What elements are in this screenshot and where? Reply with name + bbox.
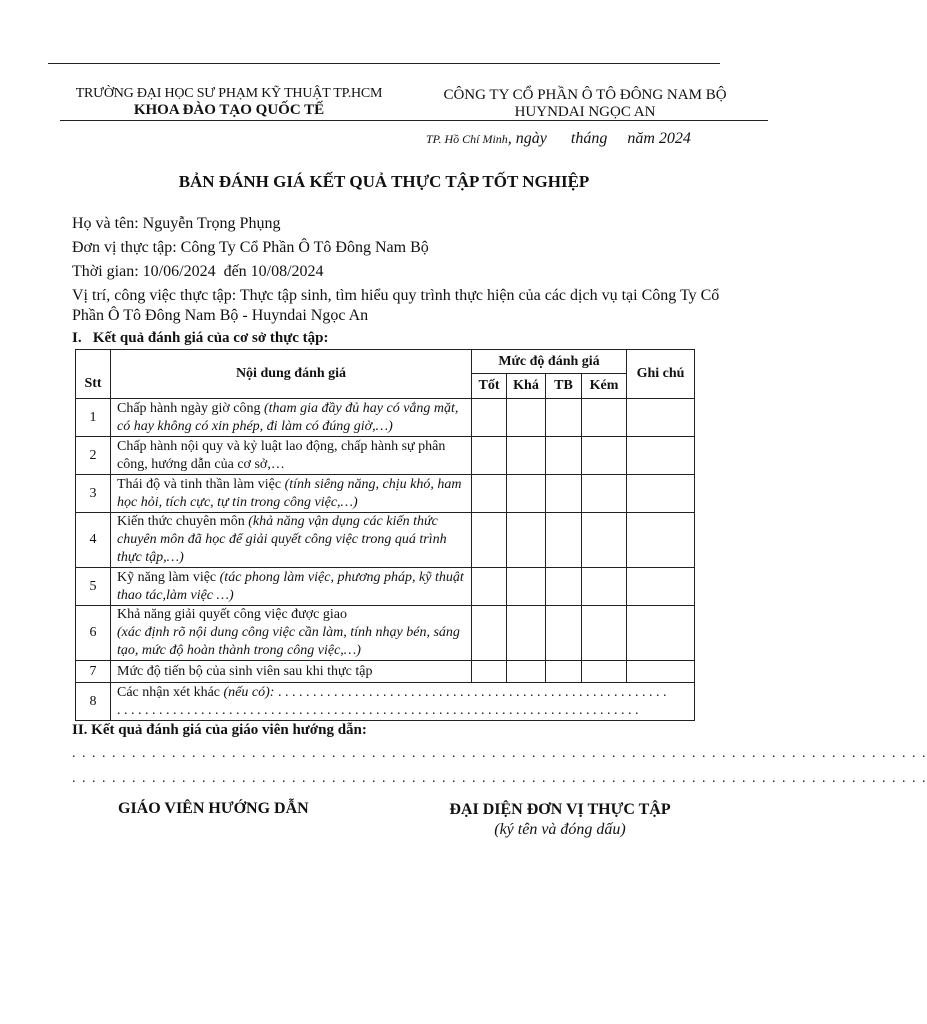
row-text: Thái độ và tinh thần làm việc — [117, 476, 285, 492]
cell-fair[interactable] — [507, 606, 546, 661]
advisor-comment-line-2[interactable]: . . . . . . . . . . . . . . . . . . . . . . . . . . . . . . . . . . . . . . . . . . . . . . . . . . . . . . . . . . . . . . . . . . . . . . . . . . . . . . . . . . . . . . — [72, 771, 927, 786]
cell-good[interactable] — [472, 399, 507, 437]
row-stt: 8 — [76, 683, 111, 721]
row-content — [111, 606, 472, 661]
unit-signature-block — [380, 800, 740, 840]
date-rest: , ngày tháng năm 2024 — [507, 130, 691, 147]
school-name: TRƯỜNG ĐẠI HỌC SƯ PHẠM KỸ THUẬT TP.HCM — [75, 86, 383, 101]
row-italic-text: (xác định rõ nội dung công việc cần làm, tính nhạy bén, sáng tạo, mức độ hoàn thành trong công việc,…) — [117, 625, 460, 658]
cell-note[interactable] — [627, 475, 695, 513]
cell-poor[interactable] — [582, 606, 627, 661]
cell-fair[interactable] — [507, 661, 546, 683]
section2-title: II. Kết quả đánh giá của giáo viên hướng dẫn: — [72, 722, 367, 738]
table-row — [76, 606, 695, 661]
cell-avg[interactable] — [546, 513, 582, 568]
header-poor: Kém — [582, 374, 627, 399]
row-text: Kiến thức chuyên môn — [117, 514, 249, 529]
cell-avg[interactable] — [546, 475, 582, 513]
row-italic-text: (tham gia đầy đủ hay có vắng mặt, có hay không có xin phép, đi làm có đúng giờ,…) — [117, 400, 459, 434]
row-content — [111, 661, 472, 683]
row-text: Chấp hành ngày giờ công — [117, 400, 264, 416]
cell-good[interactable] — [472, 661, 507, 683]
faculty-name: KHOA ĐÀO TẠO QUỐC TẾ — [133, 102, 325, 118]
row-text: Các nhận xét khác — [117, 684, 224, 700]
cell-poor[interactable] — [582, 661, 627, 683]
cell-fair[interactable] — [507, 437, 546, 475]
cell-avg[interactable] — [546, 568, 582, 606]
cell-poor[interactable] — [582, 513, 627, 568]
date-line — [426, 130, 691, 148]
row-text: Mức độ tiến bộ của sinh viên sau khi thực tập — [117, 663, 373, 679]
row-content — [111, 513, 472, 568]
page-title: BẢN ĐÁNH GIÁ KẾT QUẢ THỰC TẬP TỐT NGHIỆP — [178, 172, 590, 191]
cell-avg[interactable] — [546, 399, 582, 437]
advisor-signature-label: GIÁO VIÊN HƯỚNG DẪN — [118, 800, 309, 817]
cell-poor[interactable] — [582, 399, 627, 437]
cell-note[interactable] — [627, 513, 695, 568]
cell-poor[interactable] — [582, 568, 627, 606]
internship-time-line: Thời gian: 10/06/2024 đến 10/08/2024 — [72, 263, 324, 280]
row-italic-text: (tính siêng năng, chịu khó, ham học hỏi, tích cực, tự tin trong công việc,…) — [117, 476, 462, 510]
row-stt: 2 — [76, 437, 111, 475]
cell-good[interactable] — [472, 606, 507, 661]
unit-signature-note: (ký tên và đóng dấu) — [494, 821, 626, 838]
cell-note[interactable] — [627, 437, 695, 475]
header-rule — [60, 120, 768, 121]
other-comments-line2: . . . . . . . . . . . . . . . . . . . . . . . . . . . . . . . . . . . . . . . . . . . . . . . . . . . . . . . . . . . . . . . . . . . . . . . . . . . — [117, 702, 639, 718]
cell-good[interactable] — [472, 513, 507, 568]
table-row — [76, 568, 695, 606]
school-header — [60, 86, 398, 118]
row-italic-text: (khả năng vận dụng các kiến thức chuyên môn đã học để giải quyết công việc trong quá trình thực tập,…) — [117, 514, 447, 565]
row-text: Chấp hành nội quy và kỷ luật lao động, chấp hành sự phân công, hướng dẫn của cơ sở,… — [117, 438, 446, 472]
cell-note[interactable] — [627, 661, 695, 683]
company-name: CÔNG TY CỔ PHẦN Ô TÔ ĐÔNG NAM BỘ — [443, 87, 727, 103]
cell-avg[interactable] — [546, 606, 582, 661]
table-row — [76, 475, 695, 513]
evaluation-table — [75, 349, 695, 721]
table-row — [76, 661, 695, 683]
dots-fill: . . . . . . . . . . . . . . . . . . . . . . . . . . . . . . . . . . . . . . . . . . . . . . . . . . . . . . . . — [274, 684, 667, 700]
table-row-other-comments — [76, 683, 695, 721]
other-comments-line1 — [117, 684, 690, 702]
header-content: Nội dung đánh giá — [111, 350, 472, 399]
row-content — [111, 437, 472, 475]
date-city: TP. Hồ Chí Minh — [426, 132, 508, 146]
cell-good[interactable] — [472, 568, 507, 606]
position-line: Vị trí, công việc thực tập: Thực tập sinh, tìm hiểu quy trình thực hiện của các dịch vụ tại Công Ty Cổ Phần Ô Tô Đông Nam Bộ - Huyndai Ngọc An — [72, 287, 720, 324]
cell-avg[interactable] — [546, 437, 582, 475]
row-text: Kỹ năng làm việc — [117, 569, 220, 585]
student-name-line: Họ và tên: Nguyễn Trọng Phụng — [72, 215, 281, 232]
cell-fair[interactable] — [507, 399, 546, 437]
section1-title: I. Kết quả đánh giá của cơ sở thực tập: — [72, 330, 329, 346]
row-stt: 6 — [76, 606, 111, 661]
cell-poor[interactable] — [582, 475, 627, 513]
cell-avg[interactable] — [546, 661, 582, 683]
row-italic-text: (tác phong làm việc, phương pháp, kỹ thuật thao tác,làm việc …) — [117, 569, 464, 603]
cell-poor[interactable] — [582, 437, 627, 475]
row-italic-text: (nếu có): — [223, 684, 275, 700]
row-stt: 7 — [76, 661, 111, 683]
table-row — [76, 513, 695, 568]
cell-fair[interactable] — [507, 513, 546, 568]
row-content — [111, 475, 472, 513]
cell-good[interactable] — [472, 437, 507, 475]
unit-signature-label: ĐẠI DIỆN ĐƠN VỊ THỰC TẬP — [449, 801, 671, 818]
table-row — [76, 399, 695, 437]
header-note: Ghi chú — [627, 350, 695, 399]
advisor-comment-line-1[interactable]: . . . . . . . . . . . . . . . . . . . . . . . . . . . . . . . . . . . . . . . . . . . . . . . . . . . . . . . . . . . . . . . . . . . . . . . . . . . . . . . . . . . . . . — [72, 746, 927, 761]
company-header — [420, 87, 750, 121]
row-stt: 5 — [76, 568, 111, 606]
other-comments-cell[interactable] — [111, 683, 695, 721]
header-avg: TB — [546, 374, 582, 399]
cell-note[interactable] — [627, 568, 695, 606]
header-good: Tốt — [472, 374, 507, 399]
cell-fair[interactable] — [507, 568, 546, 606]
cell-good[interactable] — [472, 475, 507, 513]
row-stt: 3 — [76, 475, 111, 513]
row-content — [111, 568, 472, 606]
row-stt: 1 — [76, 399, 111, 437]
header-stt: Stt — [76, 350, 111, 399]
cell-note[interactable] — [627, 399, 695, 437]
top-rule — [48, 63, 720, 64]
company-brand: HUYNDAI NGỌC AN — [514, 104, 656, 120]
header-level: Mức độ đánh giá — [472, 350, 627, 374]
row-text: Khả năng giải quyết công việc được giao — [117, 607, 347, 622]
cell-fair[interactable] — [507, 475, 546, 513]
row-stt: 4 — [76, 513, 111, 568]
internship-unit-line: Đơn vị thực tập: Công Ty Cổ Phần Ô Tô Đông Nam Bộ — [72, 239, 429, 256]
header-fair: Khá — [507, 374, 546, 399]
table-row — [76, 437, 695, 475]
cell-note[interactable] — [627, 606, 695, 661]
row-content — [111, 399, 472, 437]
